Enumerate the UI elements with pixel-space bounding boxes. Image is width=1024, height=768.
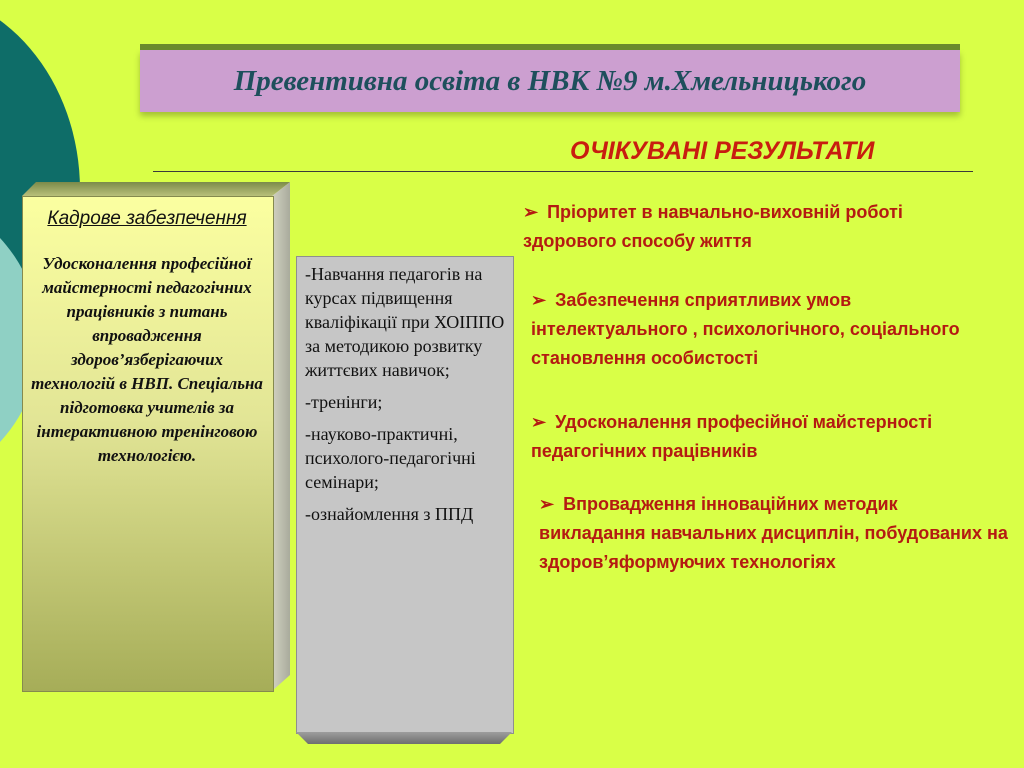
result-item bbox=[531, 408, 981, 466]
result-text: Впровадження інноваційних методик викладання навчальних дисциплін, побудованих на здоров’яформуючих технологіях bbox=[539, 494, 1008, 572]
middle-card-bottom-bevel bbox=[296, 732, 512, 744]
result-item bbox=[539, 490, 1009, 577]
middle-card-item: -тренінги; bbox=[305, 392, 383, 412]
arrow-bullet-icon: ➢ bbox=[531, 412, 547, 432]
page-title: Превентивна освіта в НВК №9 м.Хмельницького bbox=[233, 64, 867, 97]
result-text: Пріоритет в навчально-виховній роботі здорового способу життя bbox=[523, 202, 903, 251]
middle-card-item: -науково-практичні, психолого-педагогічні семінари; bbox=[305, 424, 476, 492]
left-card-content bbox=[22, 205, 272, 468]
arrow-bullet-icon: ➢ bbox=[523, 202, 539, 222]
result-item bbox=[531, 286, 961, 373]
arrow-bullet-icon: ➢ bbox=[531, 290, 547, 310]
left-card-side-bevel bbox=[272, 182, 290, 691]
result-text: Удосконалення професійної майстерності педагогічних працівників bbox=[531, 412, 933, 461]
result-item bbox=[523, 198, 943, 256]
left-card-text: Удосконалення професійної майстерності педагогічних працівників з питань впровадження здоров’язберігаючих технологій в НВП. Спеціальна підготовка учителів за інтерактивною тренінговою технологією. bbox=[31, 254, 263, 465]
title-banner bbox=[140, 50, 960, 112]
left-card-top-bevel bbox=[22, 182, 290, 196]
results-heading: ОЧІКУВАНІ РЕЗУЛЬТАТИ bbox=[570, 137, 875, 165]
left-card-heading: Кадрове забезпечення bbox=[47, 208, 247, 229]
middle-card-item: -Навчання педагогів на курсах підвищення кваліфікації при ХОІППО за методикою розвитку життєвих навичок; bbox=[305, 264, 505, 380]
middle-card-item: -ознайомлення з ППД bbox=[305, 504, 474, 524]
arrow-bullet-icon: ➢ bbox=[539, 494, 555, 514]
middle-card-content bbox=[305, 262, 510, 534]
heading-divider bbox=[153, 171, 973, 172]
result-text: Забезпечення сприятливих умов інтелектуального , психологічного, соціального становлення особистості bbox=[531, 290, 960, 368]
